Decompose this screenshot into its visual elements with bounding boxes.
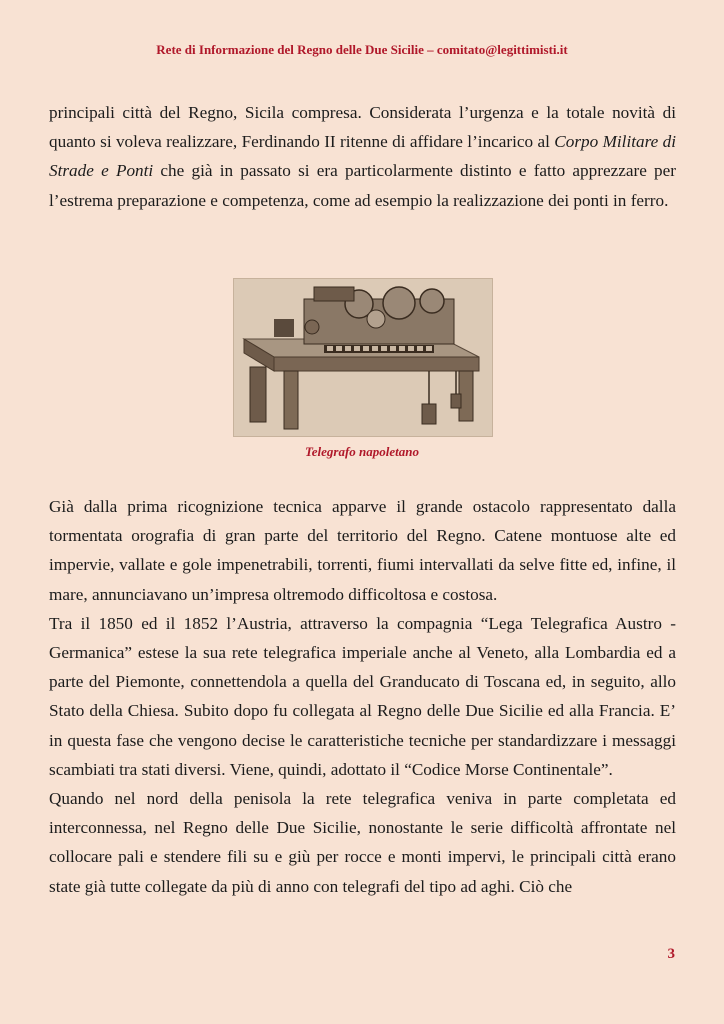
page-number: 3: [667, 946, 675, 962]
paragraph: Già dalla prima ricognizione tecnica apparve il grande ostacolo rappresentato dalla tormentata orografia di gran parte del territorio del Regno. Catene montuose alte ed impervie, vallate e gole impenetrabili, torrenti, fiumi intervallati da selve fitte ed, infine, il mare, annunciavano un’impresa oltremodo difficoltosa e costosa.: [49, 497, 676, 604]
telegraph-drawing: [234, 279, 492, 436]
telegraph-illustration: [233, 278, 493, 437]
figure-caption: Telegrafo napoletano: [305, 444, 419, 459]
page-header: Rete di Informazione del Regno delle Due Sicilie – comitato@legittimisti.it: [156, 42, 568, 57]
para1-text-end: che già in passato si era particolarmente distinto e fatto apprezzare per l’estrema preparazione e competenza, come ad esempio la realizzazione dei ponti in ferro.: [49, 161, 676, 210]
para1-text-start: principali città del Regno, Sicila compresa. Considerata l’urgenza e la totale novità di quanto si voleva realizzare, Ferdinando II ritenne di affidare l’incarico al: [49, 103, 676, 152]
para1-italic: Corpo Militare di Strade e Ponti: [49, 132, 676, 181]
intro-paragraph: [49, 98, 676, 215]
body-text: [49, 492, 676, 901]
paragraph: Tra il 1850 ed il 1852 l’Austria, attraverso la compagnia “Lega Telegrafica Austro - Germanica” estese la sua rete telegrafica imperiale anche al Veneto, alla Lombardia ed a parte del Piemonte, connettendola a quella del Granducato di Toscana ed, in seguito, allo Stato della Chiesa. Subito dopo fu collegata al Regno delle Due Sicilie ed alla Francia. E’ in questa fase che vengono decise le caratteristiche tecniche per standardizzare i messaggi scambiati tra stati diversi. Viene, quindi, adottato il “Codice Morse Continentale”.: [49, 613, 676, 779]
paragraph: Quando nel nord della penisola la rete telegrafica veniva in parte completata ed interconnessa, nel Regno delle Due Sicilie, nonostante le serie difficoltà affrontate nel collocare pali e stendere fili su e giù per rocce e monti impervi, le principali città erano state già tutte collegate da più di anno con telegrafi del tipo ad aghi. Ciò che: [49, 789, 676, 896]
